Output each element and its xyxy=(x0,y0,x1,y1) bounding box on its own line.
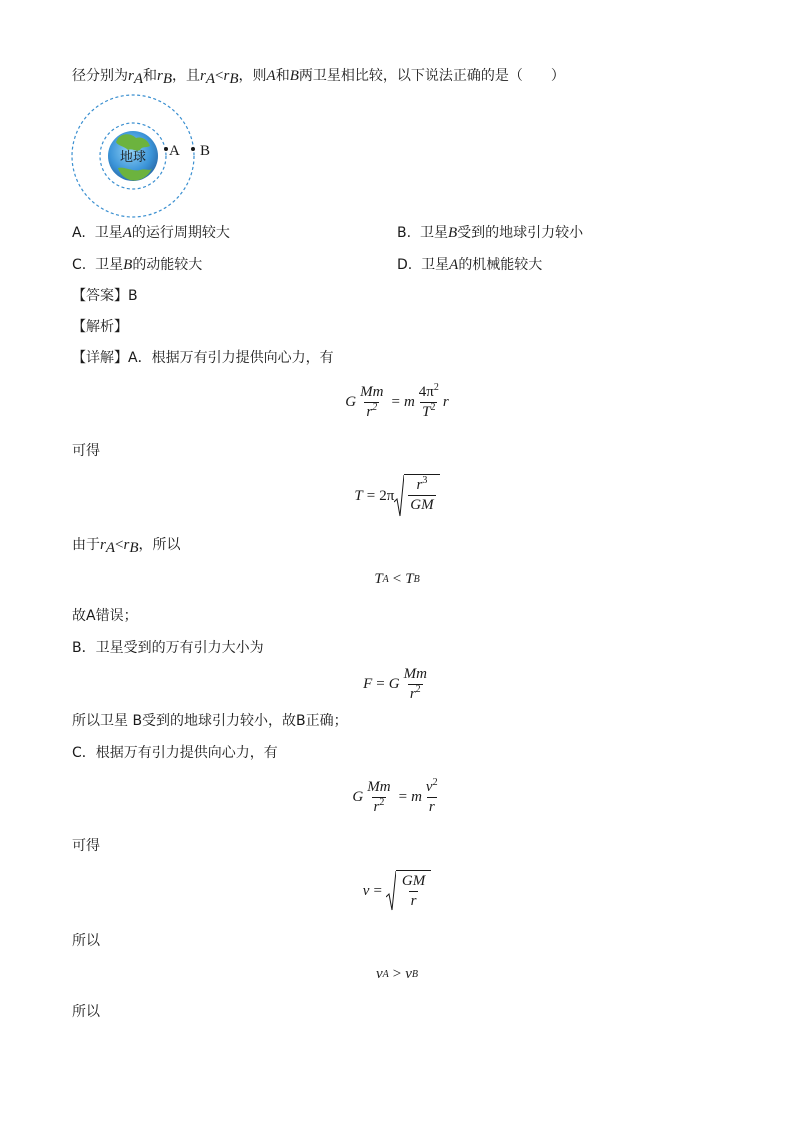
satellite-a-label: A xyxy=(169,143,180,159)
denominator: r xyxy=(410,893,417,909)
analysis-heading xyxy=(72,317,128,337)
since-line xyxy=(72,535,181,555)
fraction xyxy=(358,384,385,421)
equation-va-gt-vb: v A > v B xyxy=(375,966,419,982)
den-r: r xyxy=(409,686,416,702)
option-var: B xyxy=(447,225,458,241)
exp: 2 xyxy=(415,684,421,695)
stem-comma: ，且 xyxy=(172,68,201,84)
option-post: 的机械能较大 xyxy=(458,257,543,273)
can-get-2 xyxy=(72,836,100,856)
question-stem xyxy=(72,66,565,86)
b-conclusion-line xyxy=(72,711,348,731)
num-v: v xyxy=(425,779,433,795)
b-intro-text: B．卫星受到的万有引力大小为 xyxy=(72,640,264,656)
equation-velocity xyxy=(0,870,794,912)
num-r: r xyxy=(416,477,423,493)
exp: 2 xyxy=(432,777,438,788)
a-wrong-line xyxy=(72,606,138,626)
fraction xyxy=(400,873,427,912)
equation-force xyxy=(0,666,794,703)
denominator: GM xyxy=(410,497,434,513)
exp: 2 xyxy=(430,402,436,413)
lt-sign: < xyxy=(115,537,124,553)
since-text: 由于 xyxy=(72,537,100,553)
so-text: 所以 xyxy=(72,1004,100,1020)
equals-sign: = xyxy=(398,789,408,805)
exp: 3 xyxy=(422,475,428,486)
eq-r: r xyxy=(442,394,449,410)
radicand xyxy=(396,870,431,912)
so-text: 所以 xyxy=(72,933,100,949)
option-pre: 卫星 xyxy=(95,257,124,273)
stem-then: ，则 xyxy=(238,68,267,84)
option-b[interactable] xyxy=(397,223,583,243)
var-r: r xyxy=(100,537,106,553)
equals-sign: = xyxy=(373,882,382,899)
var-r: r xyxy=(123,537,130,553)
detail-label: 【详解】 xyxy=(72,350,128,366)
numerator xyxy=(415,477,430,495)
equation-gravity-period xyxy=(0,384,794,421)
option-var: A xyxy=(449,257,459,273)
earth-label: 地球 xyxy=(120,150,147,165)
denominator: r xyxy=(428,799,435,815)
eq-g: G xyxy=(352,789,364,805)
b-conclusion-text: 所以卫星 B受到的地球引力较小，故B正确； xyxy=(72,713,348,729)
eq-g: G xyxy=(345,394,357,410)
square-root xyxy=(394,474,439,518)
var-r: r xyxy=(223,68,230,84)
eq-v: v xyxy=(375,966,383,982)
can-get-1 xyxy=(72,441,100,461)
answer-label: 【答案】 xyxy=(72,288,128,304)
option-pre: 卫星 xyxy=(421,257,450,273)
equation-gravity-velocity xyxy=(0,779,794,816)
var-r: r xyxy=(200,68,206,84)
eq-v: v xyxy=(405,966,412,982)
analysis-label: 【解析】 xyxy=(72,319,128,335)
square-root xyxy=(386,870,431,912)
option-letter: C. xyxy=(72,257,87,273)
b-intro-line xyxy=(72,638,264,658)
fraction xyxy=(424,779,440,816)
equals-sign: = xyxy=(376,676,385,692)
answer-value: B xyxy=(128,288,138,304)
option-var: A xyxy=(122,225,132,241)
eq-m: m xyxy=(411,789,422,805)
satellite-b-dot xyxy=(191,147,195,151)
denominator xyxy=(372,797,387,816)
sub-b: B xyxy=(129,540,139,556)
eq-g: G xyxy=(388,676,400,692)
numerator xyxy=(417,384,441,402)
numerator: GM xyxy=(401,873,426,889)
stem-and: 和 xyxy=(143,68,158,84)
denominator xyxy=(364,402,379,421)
numerator: Mm xyxy=(367,779,391,795)
var-b: B xyxy=(289,68,299,84)
lt-sign: < xyxy=(392,571,402,587)
exp: 2 xyxy=(433,382,439,393)
var-r: r xyxy=(157,68,163,84)
sub-a: A xyxy=(133,71,144,87)
numerator: Mm xyxy=(403,666,427,682)
sub-a: A xyxy=(205,71,216,87)
sub-b: B xyxy=(229,71,239,87)
option-post: 的动能较大 xyxy=(132,257,203,273)
option-var: B xyxy=(123,257,133,273)
radical-sign-icon xyxy=(394,474,404,518)
numerator xyxy=(424,779,440,797)
detail-a-intro xyxy=(72,348,334,368)
eq-t: T xyxy=(374,571,383,587)
radical-sign-icon xyxy=(386,870,396,912)
equals-sign: = xyxy=(366,487,376,504)
eq-m: m xyxy=(403,394,415,410)
eq-f: F xyxy=(363,676,373,692)
option-pre: 卫星 xyxy=(94,225,123,241)
answer-line xyxy=(72,286,138,306)
can-get-text: 可得 xyxy=(72,838,100,854)
satellite-b-label: B xyxy=(200,143,211,159)
den-r: r xyxy=(373,799,380,815)
sub-b: B xyxy=(162,71,173,87)
stem-and: 和 xyxy=(275,68,290,84)
c-intro-text: C．根据万有引力提供向心力，有 xyxy=(72,745,278,761)
option-letter: D. xyxy=(397,257,413,273)
so-comma-text: ，所以 xyxy=(138,537,181,553)
option-post: 受到的地球引力较小 xyxy=(457,225,584,241)
den-t: T xyxy=(422,404,431,420)
numerator: Mm xyxy=(360,384,384,400)
var-a: A xyxy=(266,68,276,84)
satellite-a-dot xyxy=(164,147,168,151)
a-wrong-text: 故A错误； xyxy=(72,608,138,624)
denominator xyxy=(420,402,437,421)
option-letter: B. xyxy=(397,225,412,241)
stem-suffix: 两卫星相比较，以下说法正确的是（ ） xyxy=(298,68,565,84)
equation-period xyxy=(0,474,794,518)
fraction xyxy=(417,384,441,421)
var-r: r xyxy=(128,68,134,84)
option-letter: A. xyxy=(72,225,86,241)
eq-v: v xyxy=(362,882,370,899)
num-4pi: 4π xyxy=(418,384,434,400)
eq-t: T xyxy=(405,571,414,587)
so-line-1 xyxy=(72,931,100,951)
stem-text: 径分别为 xyxy=(72,68,128,84)
option-post: 的运行周期较大 xyxy=(131,225,230,241)
exp: 2 xyxy=(379,797,385,808)
detail-a-text: A．根据万有引力提供向心力，有 xyxy=(128,350,334,366)
den-r: r xyxy=(366,404,373,420)
fraction xyxy=(365,779,392,816)
option-d[interactable] xyxy=(397,255,542,275)
equals-sign: = xyxy=(391,394,400,410)
radicand xyxy=(404,474,439,518)
can-get-text: 可得 xyxy=(72,443,100,459)
option-pre: 卫星 xyxy=(419,225,448,241)
fraction xyxy=(408,477,435,518)
sub-a: A xyxy=(105,540,116,556)
option-a[interactable] xyxy=(72,223,230,243)
exp: 2 xyxy=(372,402,378,413)
denominator xyxy=(408,684,423,703)
c-intro-line xyxy=(72,743,278,763)
so-line-2 xyxy=(72,1002,100,1022)
equation-ta-lt-tb: T A < T B xyxy=(374,571,420,587)
lt-sign: < xyxy=(215,68,224,84)
gt-sign: > xyxy=(392,966,402,982)
orbit-figure xyxy=(66,88,226,224)
fraction xyxy=(402,666,429,703)
option-c[interactable] xyxy=(72,255,202,275)
eq-2pi: 2π xyxy=(379,487,395,504)
eq-t: T xyxy=(354,487,363,504)
